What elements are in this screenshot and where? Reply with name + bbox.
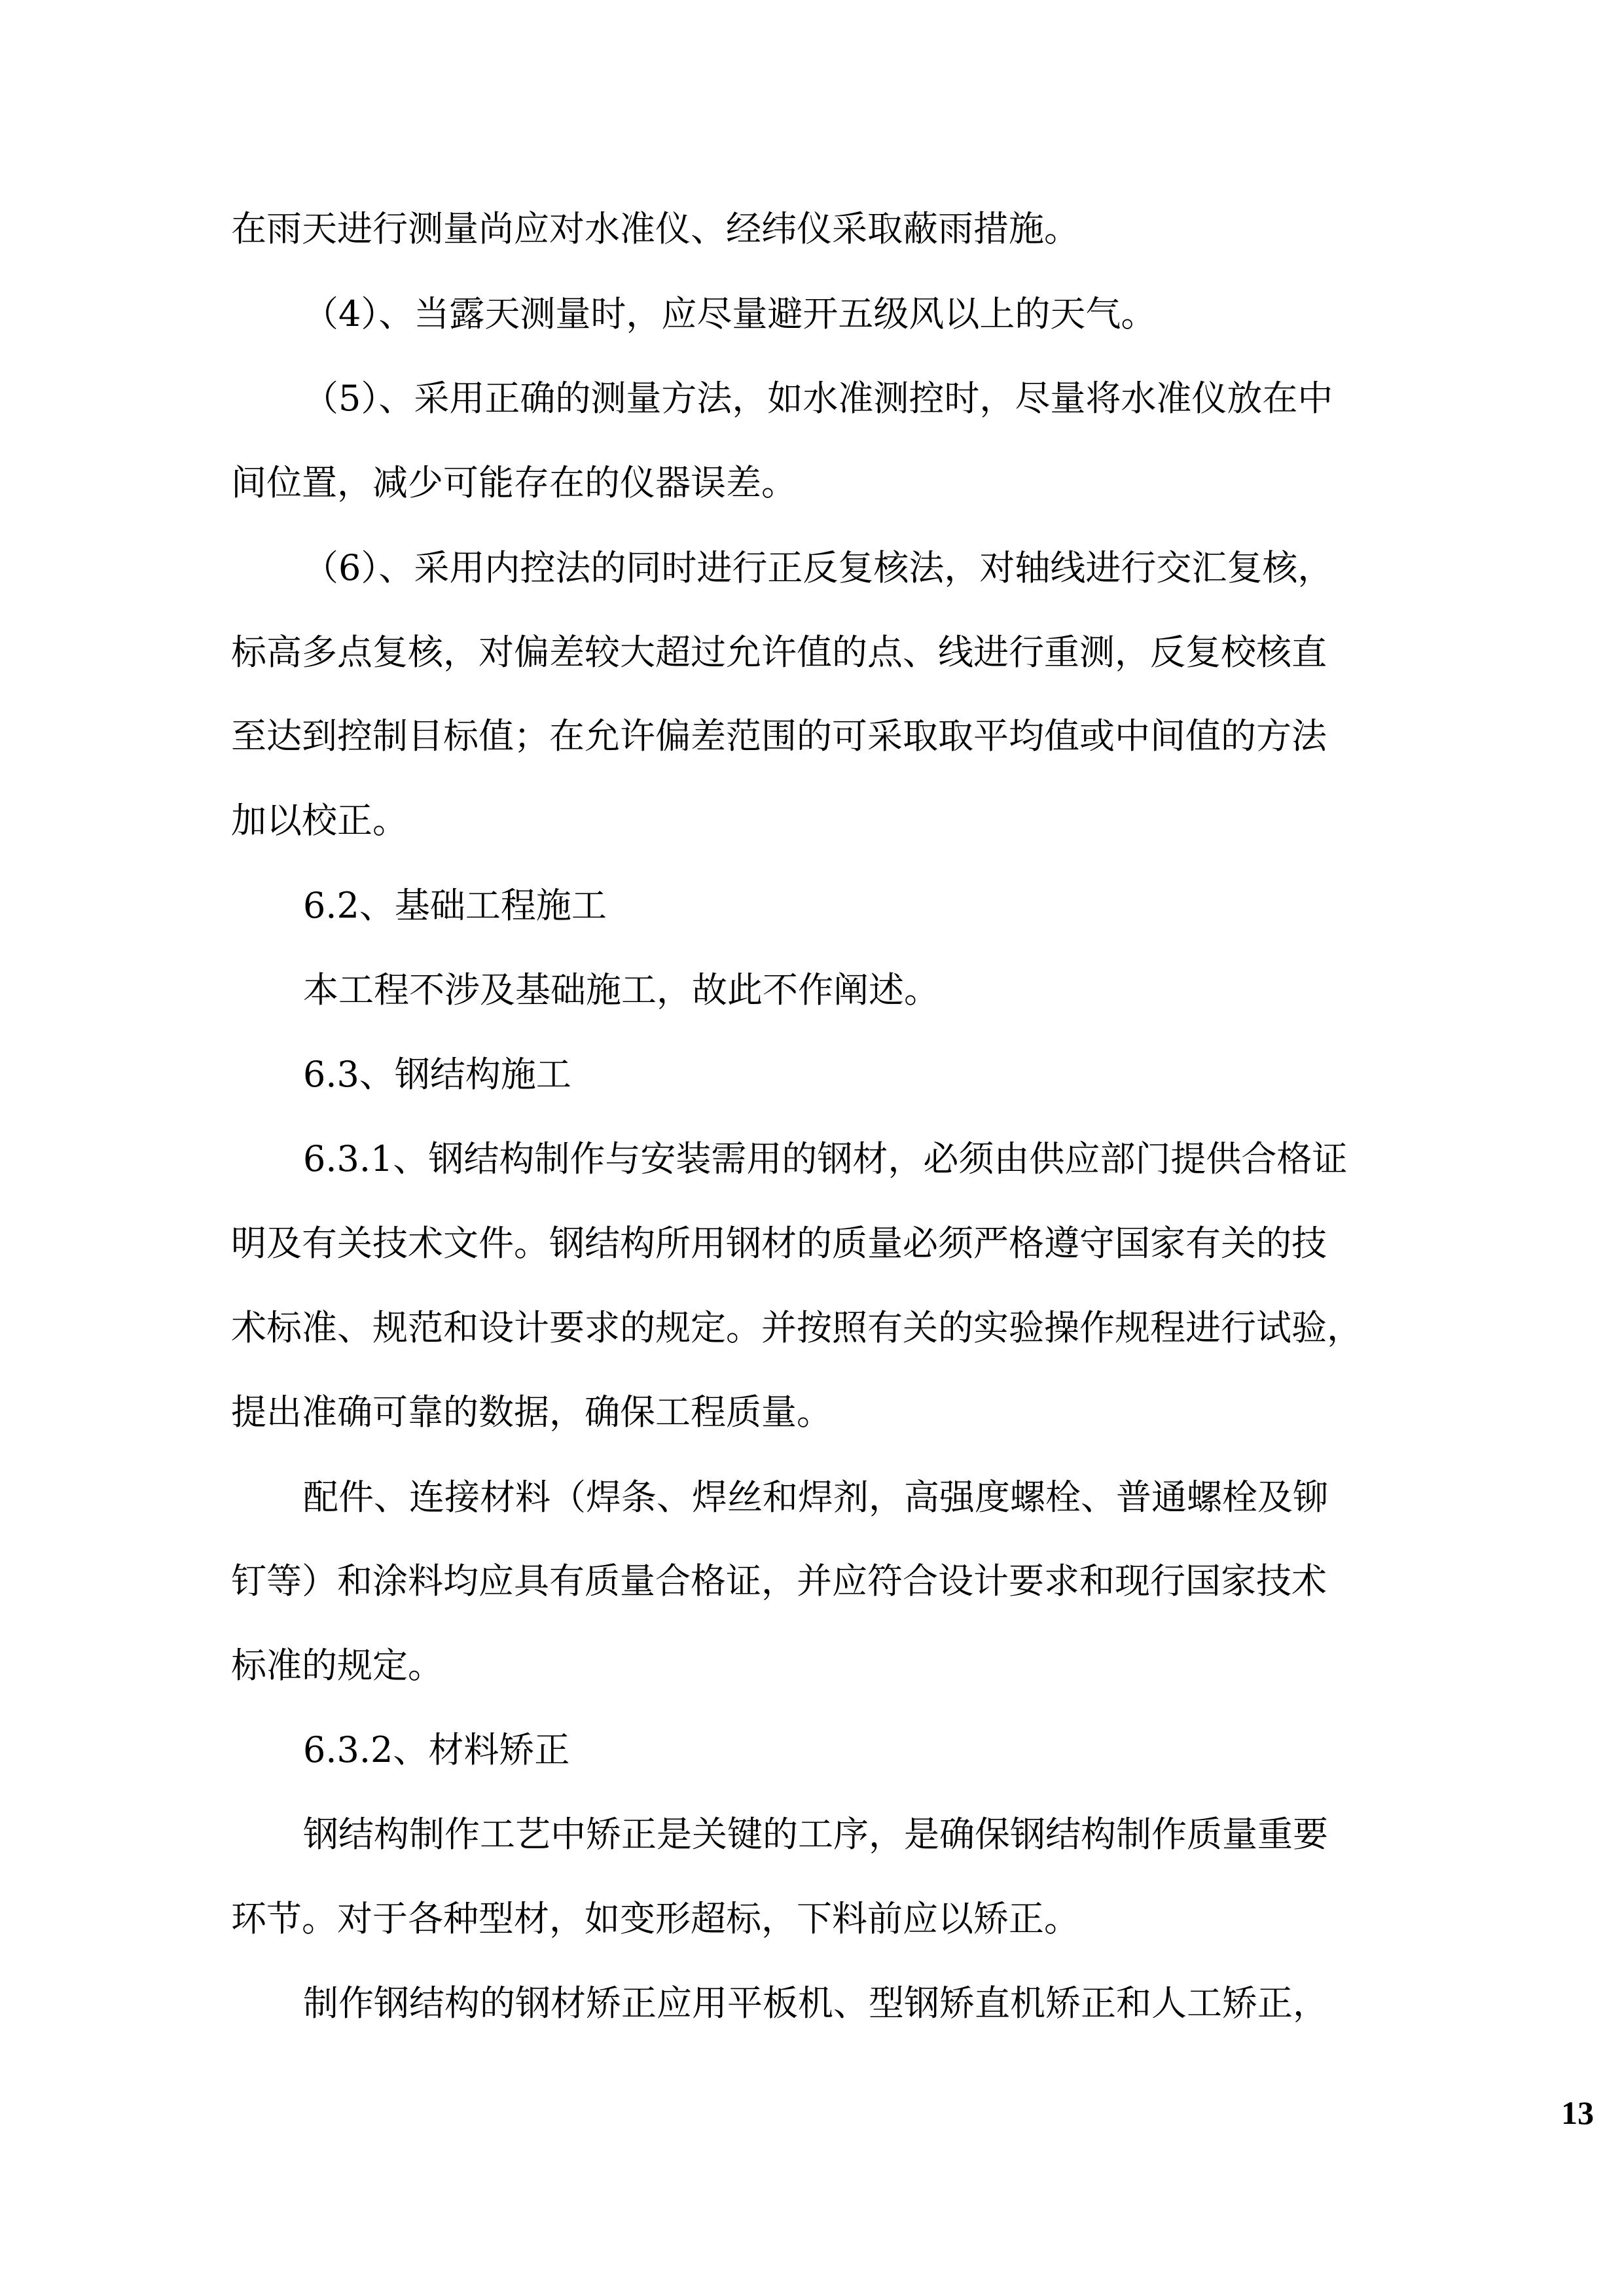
text-line: 术标准、规范和设计要求的规定。并按照有关的实验操作规程进行试验， — [231, 1307, 1362, 1348]
section-heading-6-3: 6.3、钢结构施工 — [303, 1054, 571, 1095]
section-heading-6-3-2: 6.3.2、材料矫正 — [303, 1729, 570, 1770]
text-line: 标准的规定。 — [231, 1645, 443, 1686]
text-line: 钢结构制作工艺中矫正是关键的工序，是确保钢结构制作质量重要 — [303, 1814, 1328, 1855]
text-line: 至达到控制目标值；在允许偏差范围的可采取取平均值或中间值的方法 — [231, 715, 1327, 757]
section-heading-6-3-1: 6.3.1、钢结构制作与安装需用的钢材，必须由供应部门提供合格证 — [303, 1138, 1348, 1179]
text-line: 钉等）和涂料均应具有质量合格证，并应符合设计要求和现行国家技术 — [231, 1560, 1327, 1602]
text-line: 间位置，减少可能存在的仪器误差。 — [231, 462, 797, 503]
text-line: 加以校正。 — [231, 800, 408, 841]
section-heading-6-2: 6.2、基础工程施工 — [303, 885, 607, 926]
text-line: 提出准确可靠的数据，确保工程质量。 — [231, 1391, 832, 1433]
text-line: 本工程不涉及基础施工，故此不作阐述。 — [303, 969, 939, 1011]
list-item-5: （5）、采用正确的测量方法，如水准测控时，尽量将水准仪放在中 — [303, 378, 1333, 419]
text-line: 标高多点复核，对偏差较大超过允许值的点、线进行重测，反复校核直 — [231, 632, 1327, 673]
text-line: 环节。对于各种型材，如变形超标，下料前应以矫正。 — [231, 1898, 1079, 1939]
text-line: 明及有关技术文件。钢结构所用钢材的质量必须严格遵守国家有关的技 — [231, 1223, 1327, 1264]
text-line: 在雨天进行测量尚应对水准仪、经纬仪采取蔽雨措施。 — [231, 208, 1079, 249]
page-number: 13 — [1561, 2094, 1594, 2131]
list-item-4: （4）、当露天测量时，应尽量避开五级风以上的天气。 — [303, 293, 1157, 334]
list-item-6: （6）、采用内控法的同时进行正反复核法，对轴线进行交汇复核， — [303, 547, 1333, 588]
text-line: 制作钢结构的钢材矫正应用平板机、型钢矫直机矫正和人工矫正， — [303, 1982, 1328, 2024]
text-line: 配件、连接材料（焊条、焊丝和焊剂，高强度螺栓、普通螺栓及铆 — [303, 1477, 1328, 1518]
